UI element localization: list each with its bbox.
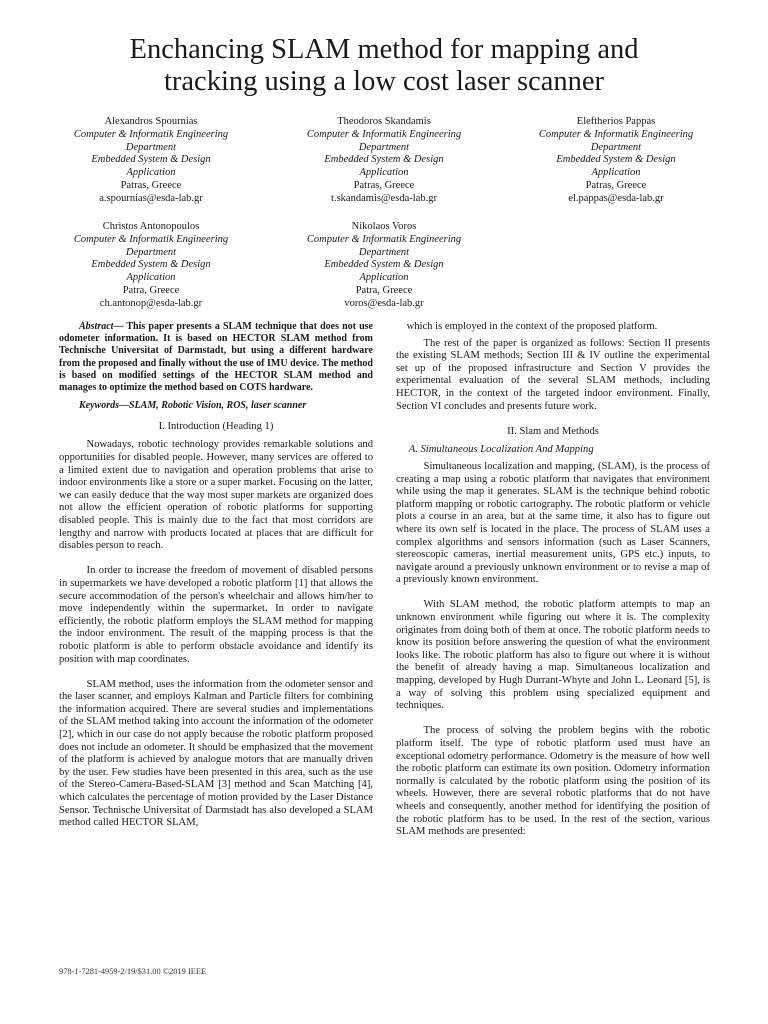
paragraph: With SLAM method, the robotic platform attempts to map an unknown environment while figuring out where it is. The complexity originates from doing both of them at once. The robotic platform needs to know its position before answering the question of what the environment looks like. The robotic platform has also to figure out where it is without the benefit of already having a map. Simultaneous localization and mapping, developed by Hugh Durrant-Whyte and John L. Leonard [5], is a way of solving this problem using specialized equipment and techniques. [396,599,710,712]
author-affiliation: Embedded System & Design [324,259,444,271]
author-name: Nikolaos Voros [351,221,417,232]
author-name: Alexandros Spournias [104,116,198,127]
author-affiliation: Embedded System & Design [91,154,211,166]
paragraph: Simultaneous localization and mapping, (SLAM), is the process of creating a map using a robotic platform that navigates that environment while using the map it generates. SLAM is the technique behind robotic platform mapping or robotic cartography. The robotic platform or vehicle plots a course in an area, but at the same time, it also has to figure out where its own self is located in the place. The process of SLAM uses a complex algorithms and sensors information (such as Laser Scanners, stereoscopic cameras, inertial measurement units, GPS etc.) inputs, to navigate around a previously unknown environment or to revise a map of a previously known environment. [396,460,710,586]
left-column [59,321,373,842]
author-city: Patras, Greece [120,179,182,191]
author-block [264,221,504,311]
author-affiliation: Application [126,272,176,284]
author-email[interactable]: a.spournias@esda-lab.gr [99,192,203,204]
abstract-text: — This paper presents a SLAM technique that does not use odometer information. It is based on HECTOR SLAM method from Technische Universitat of Darmstadt, but using a different hardware from the proposed and finally without the use of IMU device. The method is based on modified settings of the HECTOR SLAM method and manages to optimize the method based on COTS hardware. [59,321,373,394]
author-block [31,116,271,206]
author-email[interactable]: voros@esda-lab.gr [344,297,424,309]
author-affiliation: Embedded System & Design [556,154,676,166]
author-city: Patra, Greece [355,284,413,296]
abstract-label: Abstract [79,321,114,332]
author-block [496,116,736,206]
title-line-2: tracking using a low cost laser scanner [163,66,605,97]
author-affiliation: Computer & Informatik Engineering [538,128,694,140]
section-heading: I. Introduction (Heading 1) [158,420,274,432]
paragraph: In order to increase the freedom of movement of disabled persons in supermarkets we have developed a robotic platform [1] that allows the secure accommodation of the person's wheelchair and allows him/her to move independently within the supermarket. In order to navigate efficiently, the robotic platform employs the SLAM method for mapping the indoor environment. The result of the mapping process is that the robotic platform is able to perform obstacle avoidance and identify its position with map coordinates. [59,565,373,665]
author-affiliation: Computer & Informatik Engineering [73,128,229,140]
keywords: Keywords—SLAM, Robotic Vision, ROS, laser scanner [79,400,307,412]
author-affiliation: Application [359,272,409,284]
paragraph: which is employed in the context of the proposed platform. [406,321,658,332]
author-affiliation: Department [358,141,410,153]
abstract [59,321,373,394]
author-email[interactable]: ch.antonop@esda-lab.gr [99,297,203,309]
paper-title [40,34,728,98]
author-affiliation: Computer & Informatik Engineering [306,233,462,245]
paragraph: SLAM method, uses the information from the odometer sensor and the laser scanner, and employs Kalman and Particle filters for combining the information acquired. There are several studies and implementations of the SLAM method taking into account the information of the odometer [2], which in our case do not apply because the robotic platform proposed does not include an odometer. It should be emphasized that the movement of the platform is achieved by analogue motors that are manually driven by the user. Few studies have been presented in this area, such as the use of the Stereo-Camera-Based-SLAM [3] method and Scan Matching [4], which calculates the percentage of motion provided by the Laser Distance Sensor. Technische Universitat of Darmstadt has also developed a SLAM method called HECTOR SLAM, [59,678,373,829]
author-block [264,116,504,206]
author-affiliation: Department [590,141,642,153]
right-column [396,321,710,851]
author-affiliation: Application [359,167,409,179]
author-block [31,221,271,311]
paragraph: The process of solving the problem begins with the robotic platform itself. The type of robotic platform used must have an exceptional odometry performance. Odometry is the measure of how well the robotic platform can estimate its own position. Odometry information normally is calculated by the robotic platform using the position of its wheels. However, there are several robotic platforms that do not have wheels and consequently, another method for identifying the position of the robotic platform has to be used. In the rest of the section, various SLAM methods are presented: [396,725,710,838]
title-line-1: Enchancing SLAM method for mapping and [129,34,639,65]
author-affiliation: Department [358,246,410,258]
author-affiliation: Application [126,167,176,179]
subsection-heading: A. Simultaneous Localization And Mapping [408,444,594,456]
author-city: Patras, Greece [585,179,647,191]
paragraph: The rest of the paper is organized as follows: Section II presents the existing SLAM methods; Section III & IV outline the experimental set up of the proposed infrastructure and Section V provides the experimental evaluation of the several SLAM methods, including HECTOR, in the context of the targeted indoor environment. Finally, Section VI concludes and presents future work. [396,337,710,412]
author-city: Patra, Greece [122,284,180,296]
author-affiliation: Department [125,141,177,153]
author-name: Theodoros Skandamis [337,116,431,127]
author-affiliation: Embedded System & Design [324,154,444,166]
author-email[interactable]: t.skandamis@esda-lab.gr [331,192,437,204]
author-affiliation: Application [591,167,641,179]
author-affiliation: Computer & Informatik Engineering [73,233,229,245]
author-affiliation: Embedded System & Design [91,259,211,271]
copyright-footer: 978-1-7281-4959-2/19/$31.00 ©2019 IEEE [59,967,207,976]
section-heading: II. Slam and Methods [507,425,599,437]
author-city: Patras, Greece [353,179,415,191]
author-affiliation: Department [125,246,177,258]
author-email[interactable]: el.pappas@esda-lab.gr [568,192,664,204]
author-name: Christos Antonopoulos [102,221,200,232]
author-name: Eleftherios Pappas [576,116,656,127]
author-affiliation: Computer & Informatik Engineering [306,128,462,140]
paragraph: Nowadays, robotic technology provides remarkable solutions and opportunities for disabled people. However, many services are offered to a limited extent due to navigation and operation problems that arise to indoor environments like a store or a super market. Focusing on the latter, we can easily deduce that the way most super markets are organized does not allow the efficient operation of robotic platforms for supporting disabled people. This is mainly due to the fact that most corridors are lengthy and narrow with products located at places that are difficult for disables person to reach. [59,439,373,552]
